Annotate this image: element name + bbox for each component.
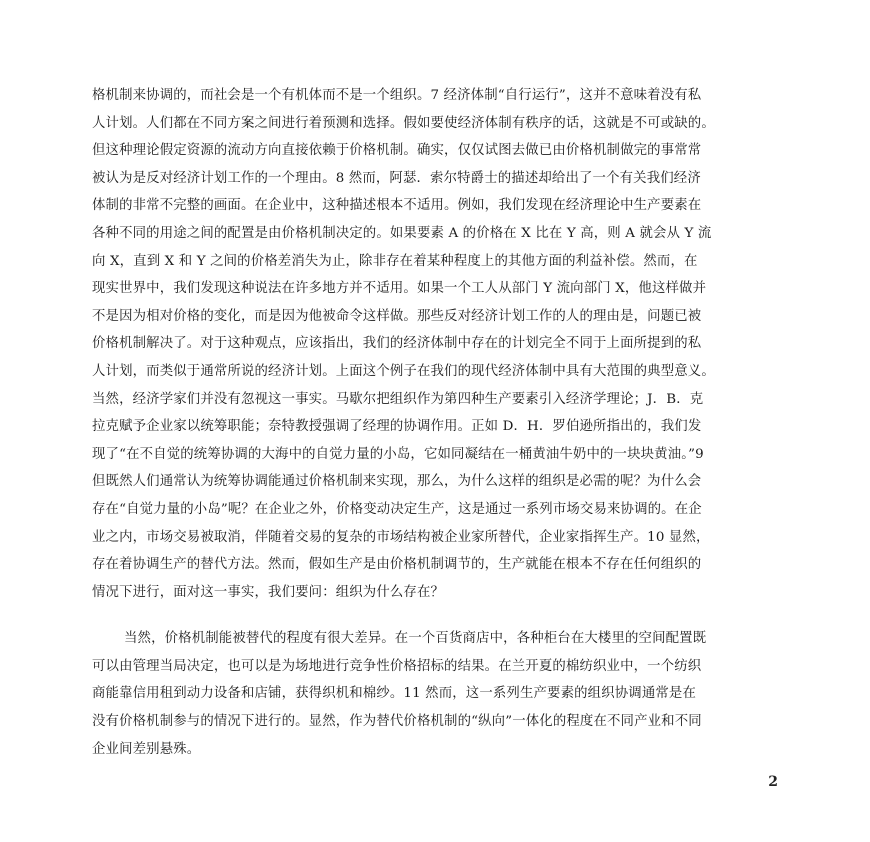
- text-line: 但这种理论假定资源的流动方向直接依赖于价格机制。确实，仅仅试图去做已由价格机制做完的事常常: [92, 143, 702, 159]
- text-line: 被认为是反对经济计划工作的一个理由。8 然而，阿瑟．索尔特爵士的描述却给出了一个有关我们经济: [92, 170, 701, 186]
- text-line: 企业间差别悬殊。: [92, 741, 201, 757]
- text-line: 当然，经济学家们并没有忽视这一事实。马歇尔把组织作为第四种生产要素引入经济学理论；J．B．克: [92, 391, 704, 407]
- text-line: 拉克赋予企业家以统筹职能；奈特教授强调了经理的协调作用。正如 D．H．罗伯逊所指出的，我们发: [92, 419, 702, 435]
- text-line: 可以由管理当局决定，也可以是为场地进行竞争性价格招标的结果。在兰开夏的棉纺织业中，一个纺织: [92, 658, 702, 674]
- text-line: 不是因为相对价格的变化，而是因为他被命令这样做。那些反对经济计划工作的人的理由是，问题已被: [92, 308, 702, 324]
- text-line: 存在“自觉力量的小岛”呢？在企业之外，价格变动决定生产，这是通过一系列市场交易来协调的。在企: [92, 501, 702, 517]
- text-line: 现了“在不自觉的统筹协调的大海中的自觉力量的小岛，它如同凝结在一桶黄油牛奶中的一块块黄油。”9: [92, 446, 704, 462]
- text-line: 人计划。人们都在不同方案之间进行着预测和选择。假如要使经济体制有秩序的话，这就是不可或缺的。: [92, 115, 715, 131]
- document-page: [92, 82, 790, 763]
- paragraph-2: [92, 625, 790, 763]
- text-line: 但既然人们通常认为统筹协调能通过价格机制来实现，那么，为什么这样的组织是必需的呢？为什么会: [92, 474, 702, 490]
- text-line: 人计划，而类似于通常所说的经济计划。上面这个例子在我们的现代经济体制中具有大范围的典型意义。: [92, 363, 715, 379]
- paragraph-spacer: [92, 606, 790, 625]
- text-line: 情况下进行，面对这一事实，我们要问：组织为什么存在？: [92, 584, 445, 600]
- page-number: 2: [768, 774, 778, 790]
- paragraph-1: [92, 82, 790, 606]
- text-line: 存在着协调生产的替代方法。然而，假如生产是由价格机制调节的，生产就能在根本不存在任何组织的: [92, 557, 702, 573]
- text-line: 当然，价格机制能被替代的程度有很大差异。在一个百货商店中，各种柜台在大楼里的空间配置既: [124, 631, 707, 647]
- text-line: 各种不同的用途之间的配置是由价格机制决定的。如果要素 A 的价格在 X 比在 Y 高，则 A 就会从 Y 流: [92, 225, 712, 241]
- text-line: 没有价格机制参与的情况下进行的。显然，作为替代价格机制的“纵向”一体化的程度在不同产业和不同: [92, 714, 702, 730]
- text-line: 业之内，市场交易被取消，伴随着交易的复杂的市场结构被企业家所替代，企业家指挥生产。10 显然，: [92, 529, 710, 545]
- text-line: 现实世界中，我们发现这种说法在许多地方并不适用。如果一个工人从部门 Y 流向部门 X，他这样做并: [92, 281, 707, 297]
- text-line: 向 X，直到 X 和 Y 之间的价格差消失为止，除非存在着某种程度上的其他方面的利益补偿。然而，在: [92, 253, 698, 269]
- text-line: 格机制来协调的，而社会是一个有机体而不是一个组织。7 经济体制“自行运行”，这并不意味着没有私: [92, 88, 702, 103]
- text-line: 体制的非常不完整的画面。在企业中，这种描述根本不适用。例如，我们发现在经济理论中生产要素在: [92, 198, 702, 214]
- text-line: 商能靠信用租到动力设备和店铺，获得织机和棉纱。11 然而，这一系列生产要素的组织协调通常是在: [92, 686, 696, 702]
- text-line: 价格机制解决了。对于这种观点，应该指出，我们的经济体制中存在的计划完全不同于上面所提到的私: [92, 336, 702, 352]
